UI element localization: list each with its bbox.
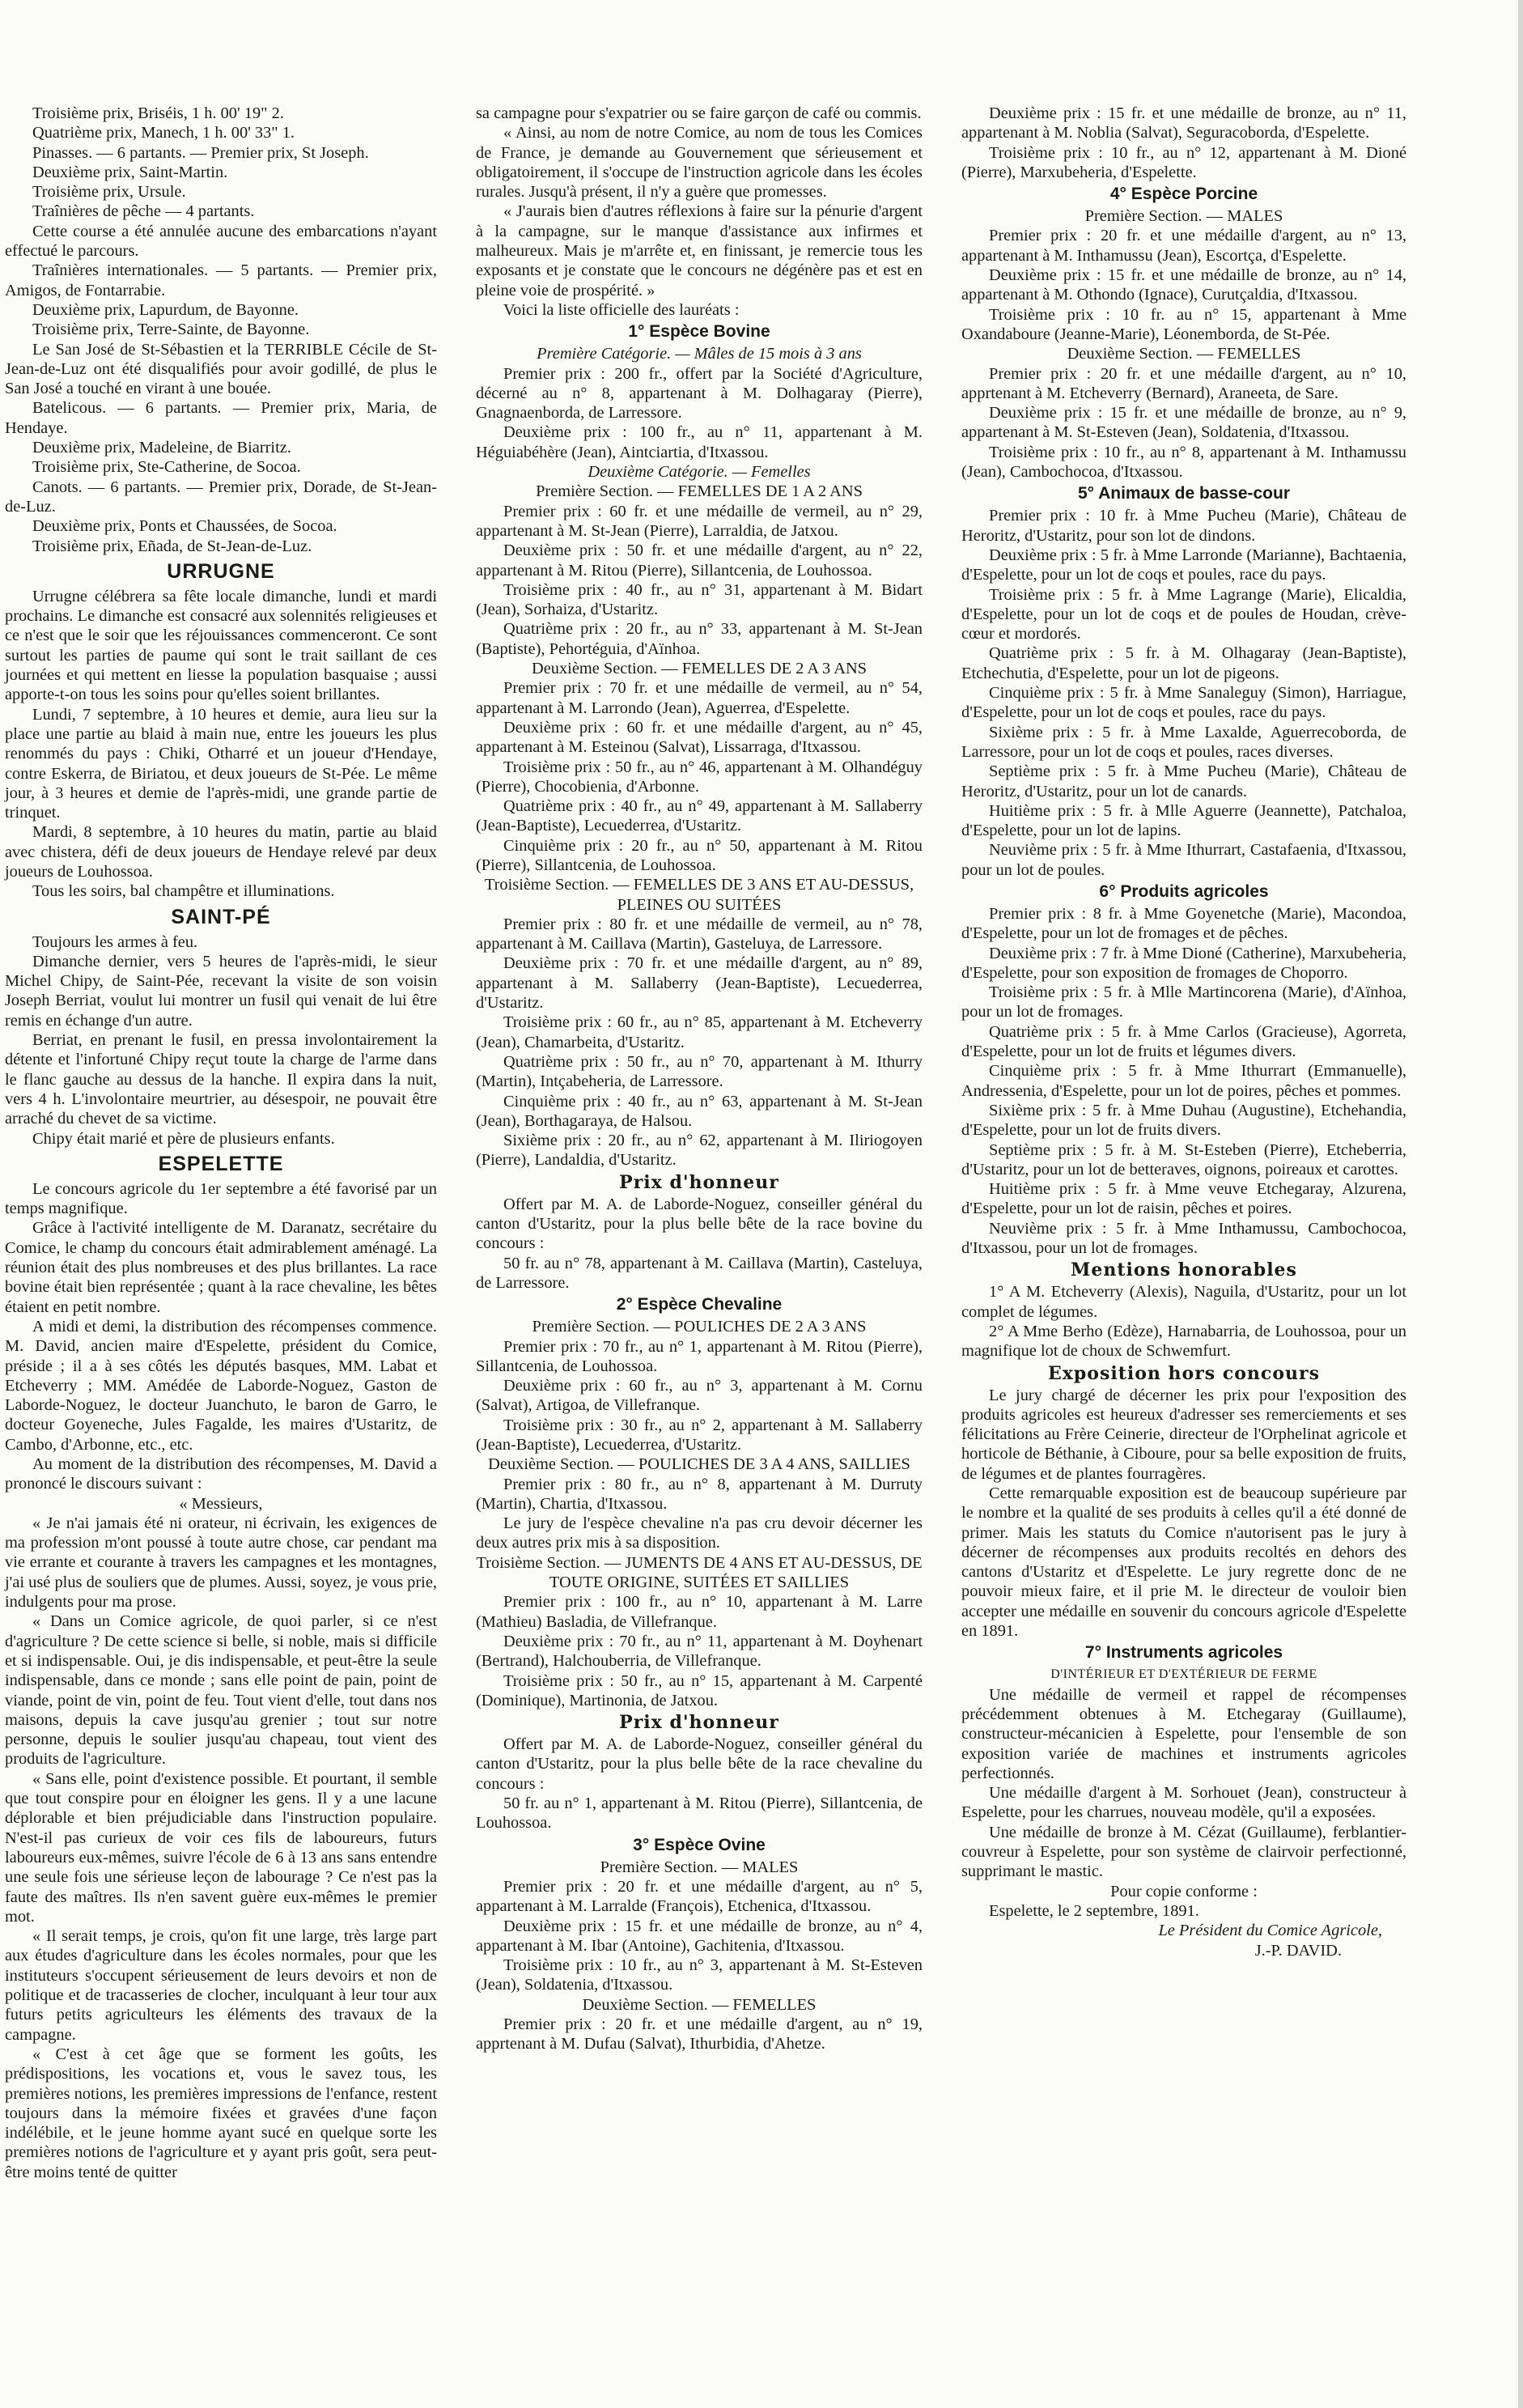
paragraph: Troisième prix : 10 fr., au n° 8, appartenant à M. Inthamussu (Jean), Cambochocoa, d'Itxassou.: [961, 443, 1406, 482]
paragraph: Quatrième prix : 40 fr., au n° 49, appartenant à M. Sallaberry (Jean-Baptiste), Lecuederrea, d'Ustaritz.: [476, 797, 923, 835]
paragraph: Premier prix : 20 fr. et une médaille d'argent, au n° 5, appartenant à M. Larralde (François), Etchenica, d'Itxassou.: [476, 1877, 923, 1916]
subheading: Deuxième Section. — FEMELLES DE 2 A 3 ANS: [531, 660, 868, 678]
paragraph: Deuxième prix, Lapurdum, de Bayonne.: [32, 300, 299, 319]
paragraph: Troisième prix : 50 fr., au n° 46, appartenant à M. Olhandéguy (Pierre), Chocobienia, d'Arbonne.: [476, 758, 923, 796]
paragraph: Chipy était marié et père de plusieurs enfants.: [32, 1129, 335, 1148]
subheading: Première Section. — MALES: [1084, 207, 1283, 226]
paragraph: Deuxième prix, Madeleine, de Biarritz.: [32, 439, 291, 457]
section-heading-espelette: ESPELETTE: [158, 1152, 284, 1175]
heading-exposition-hors-concours: Exposition hors concours: [1048, 1362, 1320, 1384]
paragraph: Neuvième prix : 5 fr. à Mme Ithurrart, Castafaenia, d'Itxassou, pour un lot de poules.: [961, 841, 1406, 879]
paragraph: Tous les soirs, bal champêtre et illuminations.: [32, 882, 335, 901]
paragraph: Sixième prix : 5 fr. à Mme Duhau (Augustine), Etchehandia, d'Espelette, pour un lot de fruits divers.: [961, 1101, 1406, 1140]
speech-salutation: « Messieurs,: [179, 1494, 263, 1513]
paragraph: Cette course a été annulée aucune des embarcations n'ayant effectué le parcours.: [5, 222, 437, 261]
paragraph: Cinquième prix : 5 fr. à Mme Sanaleguy (Simon), Harriague, d'Espelette, pour un lot de coqs et poules, race du pays.: [961, 684, 1406, 722]
paragraph: A midi et demi, la distribution des récompenses commence. M. David, ancien maire d'Espelette, président du Comice, préside ; il a à ses côtés les députés basques, MM. Labat et Etcheverry ; MM. Amédée de Laborde-Noguez, Gaston de Laborde-Noguez, le docteur Juanchuto, le baron de Garro, le docteur Goyeneche, Jules Fagalde, les maires d'Ustaritz, de Cambo, d'Arbonne, etc., etc.: [5, 1317, 437, 1454]
paragraph: « C'est à cet âge que se forment les goûts, les prédispositions, les vocations et, vous le savez tous, les premières notions, les premières impressions de l'enfance, restent toujours dans la mémoire fixées et gravées d'une façon indélébile, et le jeune homme ayant sucé en quelque sorte les premières notions de l'agriculture et y ayant pris goût, sera peut-être moins tenté de quitter: [5, 2045, 437, 2181]
paragraph: Voici la liste officielle des lauréats :: [503, 300, 740, 319]
paragraph: Une médaille de vermeil et rappel de récompenses précédemment obtenues à M. Etchegaray (Guillaume), constructeur-mécanicien à Espelette, pour l'ensemble de son exposition variée de machines et instruments agricoles perfectionnés.: [961, 1685, 1406, 1782]
paragraph: Urrugne célébrera sa fête locale dimanche, lundi et mardi prochains. Le dimanche est consacré aux solennités religieuses et ce n'est que le soir que les réjouissances commenceront. Ce sont surtout les parties de paume qui sont le trait saillant de ces journées et qui mettent en liesse la population basquaise ; aussi apporte-t-on tous les soins pour qu'elles soient brillantes.: [5, 587, 437, 704]
paragraph: Deuxième prix : 7 fr. à Mme Dioné (Catherine), Marxubeheria, d'Espelette, pour son exposition de fromages de Choporro.: [961, 944, 1406, 982]
paragraph: Sixième prix : 5 fr. à Mme Laxalde, Aguerrecoborda, de Larressore, pour un lot de coqs et poules, races diverses.: [961, 723, 1406, 761]
paragraph: « J'aurais bien d'autres réflexions à faire sur la pénurie d'argent à la campagne, sur le manque d'assistance aux infirmes et malheureux. Mais je m'arrête et, en finissant, je remercie tous les exposants et je constate que le concours ne dégénère pas et est en pleine voie de prospérité. »: [476, 202, 923, 299]
paragraph: 50 fr. au n° 1, appartenant à M. Ritou (Pierre), Sillantcenia, de Louhossoa.: [476, 1794, 923, 1833]
paragraph: Troisième prix, Ursule.: [32, 183, 186, 202]
paragraph: Septième prix : 5 fr. à M. St-Esteben (Pierre), Etcheberria, d'Ustaritz, pour un lot de betteraves, oignons, poireaux et carottes.: [961, 1140, 1406, 1179]
paragraph: Le jury chargé de décerner les prix pour l'exposition des produits agricoles est heureux d'adresser ses remerciements et ses félicitations au Frère Ceinerie, directeur de l'Orphelinat agricole et horticole de Béthanie, à Ciboure, pour sa belle exposition de fruits, de légumes et de plantes fourragères.: [961, 1386, 1406, 1483]
paragraph: Troisième prix : 50 fr., au n° 15, appartenant à M. Carpenté (Dominique), Martinonia, de Jatxou.: [476, 1671, 923, 1709]
dateline: Espelette, le 2 septembre, 1891.: [989, 1901, 1199, 1920]
subheading: Première Section. — FEMELLES DE 1 A 2 ANS: [536, 482, 863, 501]
paragraph: Mardi, 8 septembre, à 10 heures du matin, partie au blaid avec chistera, défi de deux joueurs de Hendaye relevé par deux joueurs de Louhossoa.: [5, 823, 437, 881]
paragraph: Troisième prix : 5 fr. à Mlle Martincorena (Marie), d'Aïnhoa, pour un lot de fromages.: [961, 983, 1406, 1021]
paragraph: Deuxième prix : 15 fr. et une médaille de bronze, au n° 9, appartenant à M. St-Esteven (Jean), Soldatenia, d'Itxassou.: [961, 404, 1406, 442]
subheading: Deuxième Section. — POULICHES DE 3 A 4 ANS, SAILLIES: [488, 1455, 910, 1474]
subheading: Deuxième Catégorie. — Femelles: [588, 463, 811, 482]
paragraph: Quatrième prix, Manech, 1 h. 00' 33" 1.: [32, 124, 295, 142]
paragraph: Septième prix : 5 fr. à Mme Pucheu (Marie), Château de Heroritz, d'Ustaritz, pour un lot de canards.: [961, 762, 1406, 801]
paragraph: Deuxième prix : 5 fr. à Mme Larronde (Marianne), Bachtaenia, d'Espelette, pour un lot de coqs et poules, race du pays.: [961, 546, 1406, 584]
paragraph: Quatrième prix : 5 fr. à Mme Carlos (Gracieuse), Agorreta, d'Espelette, pour un lot de fruits et légumes divers.: [961, 1022, 1406, 1061]
paragraph: Huitième prix : 5 fr. à Mme veuve Etchegaray, Alzurena, d'Espelette, pour un lot de raisin, pêches et poires.: [961, 1180, 1406, 1218]
heading-prix-honneur: Prix d'honneur: [619, 1712, 779, 1734]
subheading: D'INTÉRIEUR ET D'EXTÉRIEUR DE FERME: [1050, 1667, 1317, 1682]
paragraph: Huitième prix : 5 fr. à Mlle Aguerre (Jeannette), Patchaloa, d'Espelette, pour un lot de lapins.: [961, 801, 1406, 840]
paragraph: Troisième prix : 40 fr., au n° 31, appartenant à M. Bidart (Jean), Sorhaiza, d'Ustaritz.: [476, 580, 923, 619]
paragraph: Quatrième prix : 20 fr., au n° 33, appartenant à M. St-Jean (Baptiste), Pehortéguia, d'Aïnhoa.: [476, 620, 923, 658]
heading-basse-cour: 5° Animaux de basse-cour: [1077, 484, 1291, 503]
subheading: Deuxième Section. — FEMELLES: [1067, 345, 1301, 363]
subheading: Première Catégorie. — Mâles de 15 mois à 3 ans: [537, 345, 862, 363]
subheading: Première Section. — MALES: [600, 1858, 799, 1876]
column-1: [5, 104, 437, 2182]
paragraph: Canots. — 6 partants. — Premier prix, Dorade, de St-Jean-de-Luz.: [5, 478, 437, 516]
subheading: Troisième Section. — FEMELLES DE 3 ANS ET AU-DESSUS, PLEINES OU SUITÉES: [484, 876, 914, 914]
paragraph: Traînières internationales. — 5 partants. — Premier prix, Amigos, de Fontarrabie.: [5, 261, 437, 299]
paragraph: Le San José de St-Sébastien et la TERRIBLE Cécile de St-Jean-de-Luz ont été disqualifiés pour avoir godillé, de plus le San José a touché en virant à une bouée.: [5, 340, 437, 398]
paragraph: « Sans elle, point d'existence possible. Et pourtant, il semble que tout conspire pour en éloigner les gens. Il y a une lacune déplorable et bien préjudiciable dans l'instruction populaire. N'est-il pas curieux de voir ces fils de laboureurs, futurs laboureurs eux-mêmes, suivre l'école de 6 à 13 ans sans entendre une seule fois une sérieuse leçon de labourage ? Ce n'est pas la faute des maîtres. Ils n'en savent guère eux-mêmes le premier mot.: [5, 1769, 437, 1926]
subheading: Première Section. — POULICHES DE 2 A 3 ANS: [532, 1318, 867, 1336]
paragraph: Troisième prix, Eñada, de St-Jean-de-Luz.: [32, 537, 312, 555]
paragraph: Grâce à l'activité intelligente de M. Daranatz, secrétaire du Comice, le champ du concours était admirablement aménagé. La réunion était des plus nombreuses et des plus brillantes. La race bovine était bien représentée ; quant à la race chevaline, les bêtes étaient en petit nombre.: [5, 1219, 437, 1316]
subheading: Deuxième Section. — FEMELLES: [582, 1995, 817, 2014]
heading-espece-chevaline: 2° Espèce Chevaline: [616, 1295, 783, 1314]
paragraph: Premier prix : 100 fr., au n° 10, appartenant à M. Larre (Mathieu) Basladia, de Villefranque.: [476, 1593, 923, 1631]
paragraph: Premier prix : 70 fr. et une médaille de vermeil, au n° 54, appartenant à M. Larrondo (Jean), Aguerrea, d'Espelette.: [476, 679, 923, 717]
paragraph: Le jury de l'espèce chevaline n'a pas cru devoir décerner les deux autres prix mis à sa disposition.: [476, 1514, 923, 1552]
paragraph: Neuvième prix : 5 fr. à Mme Inthamussu, Cambochocoa, d'Itxassou, pour un lot de fromages.: [961, 1219, 1406, 1258]
paragraph: « Il serait temps, je crois, qu'on fit une large, très large part aux études d'agriculture dans les écoles normales, pour que les instituteurs s'occupent sérieusement de leurs devoirs et non de politique et de tracasseries de clocher, inculquant à leur tour aux futurs petits agriculteurs les éléments des travaux de la campagne.: [5, 1927, 437, 2044]
paragraph: « Dans un Comice agricole, de quoi parler, si ce n'est d'agriculture ? De cette science si belle, si noble, mais si difficile et si indispensable. Oui, je dis indispensable, et peut-être la seule indispensable, dans ce monde ; sans elle point de pain, point de viande, point de vin, point de feu. Tout vient d'elle, tout dans nos maisons, depuis la cave jusqu'au grenier ; tout sur notre personne, depuis le soulier jusqu'au chapeau, tout vient des produits de l'agriculture.: [5, 1612, 437, 1769]
paragraph: Premier prix : 80 fr. et une médaille de vermeil, au n° 78, appartenant à M. Caillava (Martin), Gasteluya, de Larressore.: [476, 915, 923, 953]
paragraph: Troisième prix : 5 fr. à Mme Lagrange (Marie), Elicaldia, d'Espelette, pour un lot de coqs et de poules de Houdan, crève-cœur et mordorés.: [961, 585, 1406, 643]
paragraph: Premier prix : 8 fr. à Mme Goyenetche (Marie), Macondoa, d'Espelette, pour un lot de fromages et de pêches.: [961, 904, 1406, 943]
heading-instruments-agricoles: 7° Instruments agricoles: [1084, 1643, 1283, 1663]
paragraph: Cette remarquable exposition est de beaucoup supérieure par le nombre et la qualité de ses produits à celles qu'il a été donné de primer. Mais les statuts du Comice n'autorisent pas le jury à décerner de récompenses aux produits recoltés en dehors des cantons d'Ustaritz et d'Espelette. Le jury regrette donc de ne pouvoir mieux faire, et il prie M. le directeur de vouloir bien accepter une médaille en souvenir du concours agricole d'Espelette en 1891.: [961, 1484, 1406, 1641]
paragraph: Offert par M. A. de Laborde-Noguez, conseiller général du canton d'Ustaritz, pour la plus belle bête de la race bovine du concours :: [476, 1195, 923, 1253]
section-heading-urrugne: URRUGNE: [167, 559, 275, 583]
paragraph: Premier prix : 80 fr., au n° 8, appartenant à M. Durruty (Martin), Chartia, d'Itxassou.: [476, 1475, 923, 1513]
subheading: Troisième Section. — JUMENTS DE 4 ANS ET AU-DESSUS, DE TOUTE ORIGINE, SUITÉES ET SAILLIES: [476, 1553, 923, 1592]
heading-mentions-honorables: Mentions honorables: [1071, 1259, 1297, 1281]
heading-produits-agricoles: 6° Produits agricoles: [1099, 881, 1269, 901]
paragraph: Deuxième prix : 15 fr. et une médaille de bronze, au n° 11, appartenant à M. Noblia (Salvat), Seguracoborda, d'Espelette.: [961, 104, 1406, 142]
paragraph: « Ainsi, au nom de notre Comice, au nom de tous les Comices de France, je demande au Gouvernement que sérieusement et obligatoirement, il s'occupe de l'instruction agricole dans les écoles rurales. Jusqu'à présent, il n'y a guère que promesses.: [476, 124, 923, 202]
paragraph: Premier prix : 20 fr. et une médaille d'argent, au n° 19, apprtenant à M. Dufau (Salvat), Ithurbidia, d'Ahetze.: [476, 2015, 923, 2053]
paragraph: Cinquième prix : 40 fr., au n° 63, appartenant à M. St-Jean (Jean), Borthagaraya, de Halsou.: [476, 1092, 923, 1130]
paragraph: Troisième prix, Ste-Catherine, de Socoa.: [32, 458, 301, 477]
heading-prix-honneur: Prix d'honneur: [619, 1171, 779, 1193]
paragraph: Traînières de pêche — 4 partants.: [32, 202, 255, 221]
section-heading-saint-pe: SAINT-PÉ: [171, 905, 271, 928]
paragraph: Troisième prix : 30 fr., au n° 2, appartenant à M. Sallaberry (Jean-Baptiste), Lecuederrea, d'Ustaritz.: [476, 1416, 923, 1454]
paragraph: Troisième prix, Briséis, 1 h. 00' 19" 2.: [32, 104, 284, 122]
paragraph: 2° A Mme Berho (Edèze), Harnabarria, de Louhossoa, pour un magnifique lot de choux de Schwemfurt.: [961, 1322, 1406, 1361]
paragraph: Deuxième prix : 50 fr. et une médaille d'argent, au n° 22, appartenant à M. Ritou (Pierre), Sillantcenia, de Louhossoa.: [476, 541, 923, 580]
page-edge: [1518, 0, 1523, 2408]
paragraph: Troisième prix : 10 fr., au n° 12, appartenant à M. Dioné (Pierre), Marxubeheria, d'Espelette.: [961, 143, 1406, 181]
paragraph: « Je n'ai jamais été ni orateur, ni écrivain, les exigences de ma profession m'ont poussé à toute autre chose, car pendant ma vie errante et courante à travers les campagnes et les montagnes, j'ai usé plus de souliers que de plumes. Aussi, soyez, je vous prie, indulgents pour ma prose.: [5, 1514, 437, 1612]
signature-title: Le Président du Comice Agricole,: [1158, 1922, 1382, 1940]
paragraph: Quatrième prix : 50 fr., au n° 70, appartenant à M. Ithurry (Martin), Intçabeheria, de Larressore.: [476, 1052, 923, 1091]
paragraph: Deuxième prix : 70 fr., au n° 11, appartenant à M. Doyhenart (Bertrand), Halchouberria, de Villefranque.: [476, 1632, 923, 1671]
paragraph: Troisième prix : 10 fr., au n° 3, appartenant à M. St-Esteven (Jean), Soldatenia, d'Itxassou.: [476, 1956, 923, 1994]
paragraph: Deuxième prix : 15 fr. et une médaille de bronze, au n° 14, appartenant à M. Othondo (Ignace), Curutçaldia, d'Itxassou.: [961, 266, 1406, 304]
paragraph: Premier prix : 20 fr. et une médaille d'argent, au n° 13, appartenant à M. Inthamussu (Jean), Escortça, d'Espelette.: [961, 227, 1406, 265]
paragraph: Deuxième prix, Saint-Martin.: [32, 163, 228, 181]
heading-espece-ovine: 3° Espèce Ovine: [633, 1835, 766, 1854]
paragraph: Troisième prix : 10 fr. au n° 15, appartenant à Mme Oxandaboure (Jeanne-Marie), Léonemborda, de St-Pée.: [961, 305, 1406, 343]
paragraph: Une médaille de bronze à M. Cézat (Guillaume), ferblantier-couvreur à Espelette, pour son système de clairvoir perfectionné, supprimant le mastic.: [961, 1823, 1406, 1881]
paragraph: Toujours les armes à feu.: [32, 932, 198, 951]
paragraph: Cinquième prix : 20 fr., au n° 50, appartenant à M. Ritou (Pierre), Sillantcenia, de Louhossoa.: [476, 836, 923, 874]
paragraph: Deuxième prix : 60 fr., au n° 3, appartenant à M. Cornu (Salvat), Artigoa, de Villefranque.: [476, 1377, 923, 1415]
paragraph: Premier prix : 10 fr. à Mme Pucheu (Marie), Château de Heroritz, d'Ustaritz, pour son lot de dindons.: [961, 507, 1406, 545]
paragraph: 50 fr. au n° 78, appartenant à M. Caillava (Martin), Casteluya, de Larressore.: [476, 1254, 923, 1292]
paragraph: Deuxième prix : 100 fr., au n° 11, appartenant à M. Héguiabéhère (Jean), Aintciartia, d'Itxassou.: [476, 423, 923, 461]
paragraph: Berriat, en prenant le fusil, en pressa involontairement la détente et l'infortuné Chipy reçut toute la charge de l'arme dans le flanc gauche au dessus de la hanche. Il expira dans la nuit, vers 4 h. L'involontaire meurtrier, au désespoir, ne pouvait être arraché du chevet de sa victime.: [5, 1031, 437, 1128]
copy-notice: Pour copie conforme :: [1110, 1882, 1258, 1900]
paragraph: Cinquième prix : 5 fr. à Mme Ithurrart (Emmanuelle), Andressenia, d'Espelette, pour un lot de poires, pêches et pommes.: [961, 1062, 1406, 1100]
paragraph: sa campagne pour s'expatrier ou se faire garçon de café ou commis.: [476, 104, 922, 122]
paragraph: Lundi, 7 septembre, à 10 heures et demie, aura lieu sur la place une partie au blaid à main nue, entre les joueurs les plus renommés du pays : Chiki, Otharré et un joueur d'Hendaye, contre Eskerra, de Biriatou, et deux joueurs de St-Pée. Le même jour, à 3 heures et demie de l'après-midi, une grande partie de trinquet.: [5, 705, 437, 822]
paragraph: Deuxième prix : 15 fr. et une médaille de bronze, au n° 4, appartenant à M. Ibar (Antoine), Gachitenia, d'Itxassou.: [476, 1917, 923, 1955]
paragraph: Deuxième prix : 60 fr. et une médaille d'argent, au n° 45, appartenant à M. Esteinou (Salvat), Lissarraga, d'Itxassou.: [476, 718, 923, 757]
paragraph: Au moment de la distribution des récompenses, M. David a prononcé le discours suivant :: [5, 1455, 437, 1493]
column-3: [961, 104, 1406, 1960]
paragraph: Premier prix : 60 fr. et une médaille de vermeil, au n° 29, appartenant à M. St-Jean (Pierre), Larraldia, de Jatxou.: [476, 502, 923, 540]
paragraph: Sixième prix : 20 fr., au n° 62, appartenant à M. Iliriogoyen (Pierre), Landaldia, d'Ustaritz.: [476, 1132, 923, 1170]
paragraph: Premier prix : 20 fr. et une médaille d'argent, au n° 10, apprtenant à M. Etcheverry (Bernard), Araneeta, de Sare.: [961, 364, 1406, 402]
paragraph: 1° A M. Etcheverry (Alexis), Naguila, d'Ustaritz, pour un lot complet de légumes.: [961, 1283, 1406, 1321]
paragraph: Offert par M. A. de Laborde-Noguez, conseiller général du canton d'Ustaritz, pour la plus belle bête de la race chevaline du concours :: [476, 1735, 923, 1793]
paragraph: Deuxième prix : 70 fr. et une médaille d'argent, au n° 89, appartenant à M. Sallaberry (Jean-Baptiste), Lecuederrea, d'Ustaritz.: [476, 954, 923, 1013]
heading-espece-porcine: 4° Espèce Porcine: [1109, 185, 1258, 204]
column-2: [476, 104, 923, 2054]
paragraph: Deuxième prix, Ponts et Chaussées, de Socoa.: [32, 517, 337, 536]
paragraph: Pinasses. — 6 partants. — Premier prix, St Joseph.: [32, 143, 369, 162]
heading-espece-bovine: 1° Espèce Bovine: [628, 322, 770, 342]
paragraph: Troisième prix : 60 fr., au n° 85, appartenant à M. Etcheverry (Jean), Chamarbeita, d'Ustaritz.: [476, 1013, 923, 1051]
paragraph: Une médaille d'argent à M. Sorhouet (Jean), constructeur à Espelette, pour les charrues, nouveau modèle, qu'il a exposées.: [961, 1784, 1406, 1822]
signature-name: J.-P. DAVID.: [1254, 1941, 1342, 1960]
paragraph: Premier prix : 70 fr., au n° 1, appartenant à M. Ritou (Pierre), Sillantcenia, de Louhossoa.: [476, 1337, 923, 1375]
paragraph: Troisième prix, Terre-Sainte, de Bayonne.: [32, 321, 310, 339]
paragraph: Batelicous. — 6 partants. — Premier prix, Maria, de Hendaye.: [5, 399, 437, 437]
paragraph: Le concours agricole du 1er septembre a été favorisé par un temps magnifique.: [5, 1179, 437, 1218]
paragraph: Premier prix : 200 fr., offert par la Société d'Agriculture, décerné au n° 8, appartenant à M. Dolhagaray (Pierre), Gnagnaenborda, de Larressore.: [476, 364, 923, 423]
paragraph: Quatrième prix : 5 fr. à M. Olhagaray (Jean-Baptiste), Etchechutia, d'Espelette, pour un lot de pigeons.: [961, 644, 1406, 682]
paragraph: Dimanche dernier, vers 5 heures de l'après-midi, le sieur Michel Chipy, de Saint-Pée, recevant la visite de son voisin Joseph Berriat, voulut lui montrer un fusil qui venait de lui être remis en échange d'un autre.: [5, 952, 437, 1030]
